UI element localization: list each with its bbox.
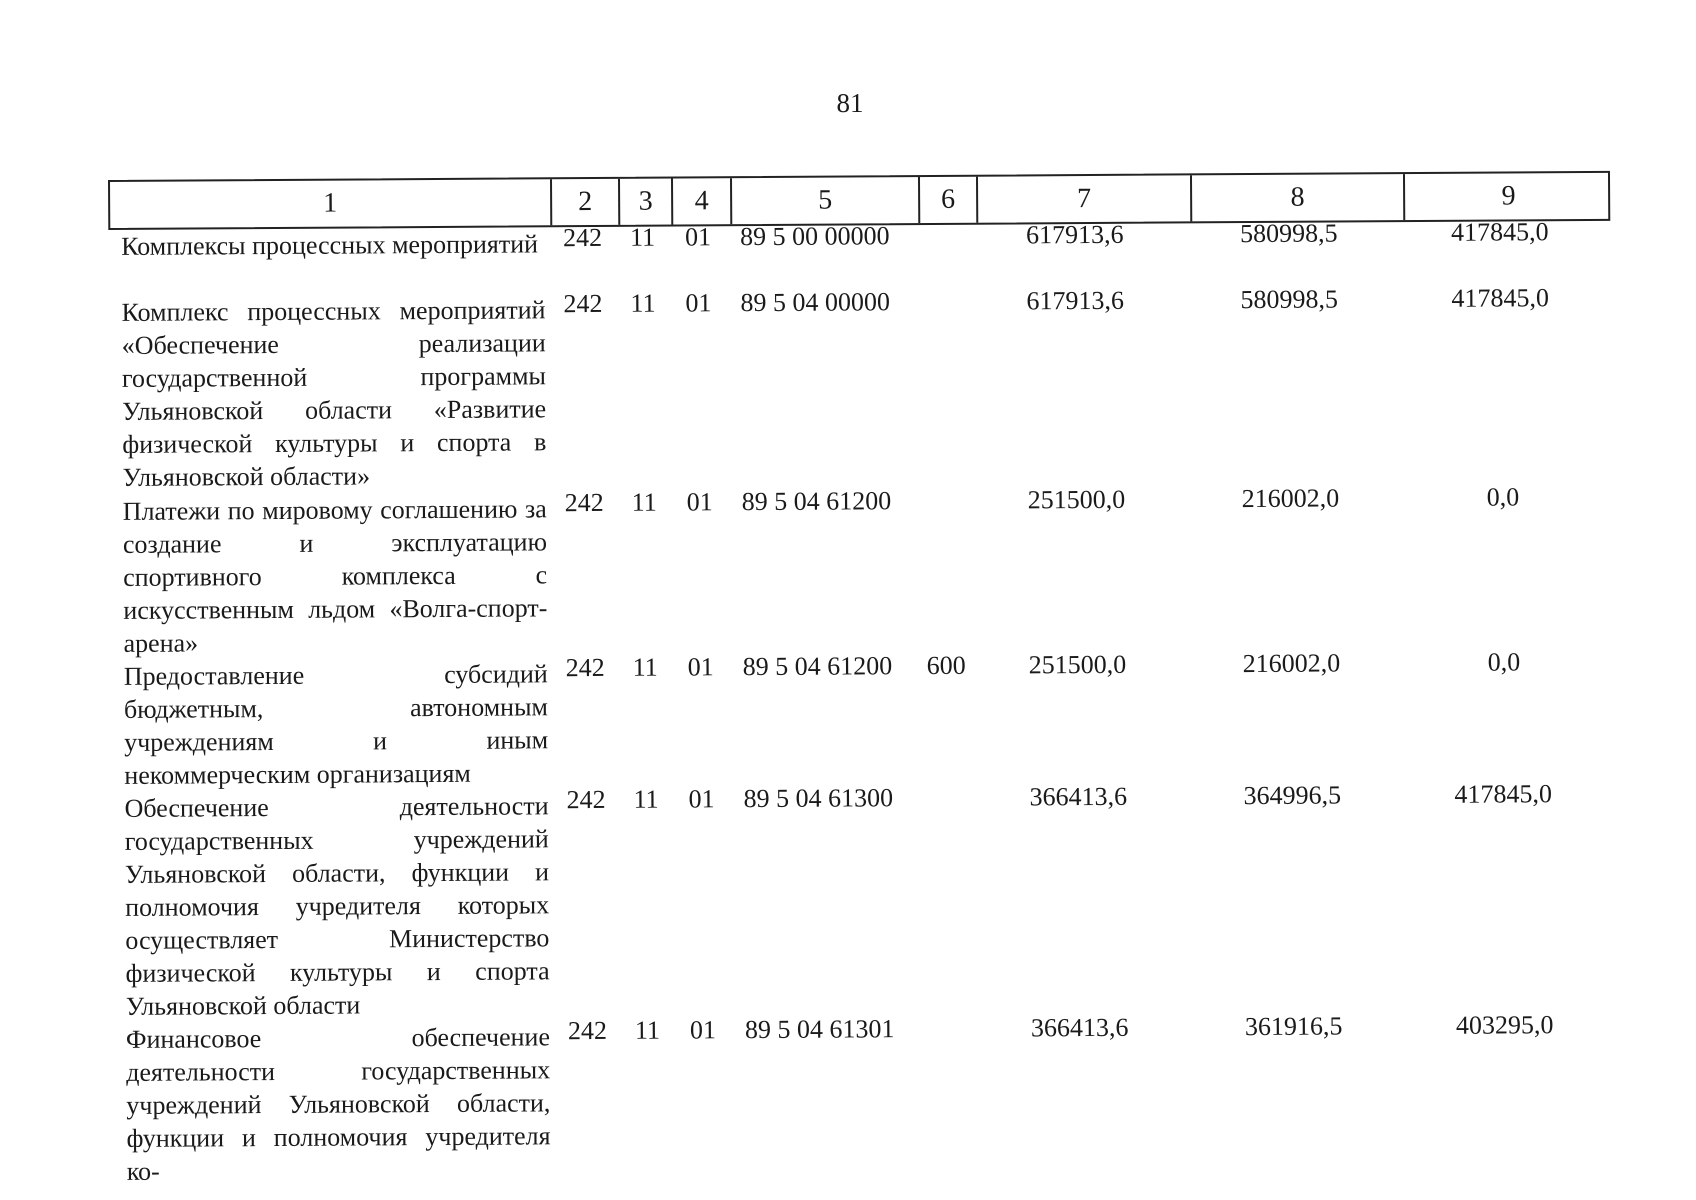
row-name: Комплексы процессных мероприятий (121, 229, 539, 261)
cell-col-9: 417845,0 (1450, 217, 1549, 247)
cell-col-7: 251500,0 (1028, 649, 1127, 680)
cell-col-8: 216002,0 (1241, 483, 1340, 514)
header-col-7: 7 (976, 175, 1190, 222)
header-col-2: 2 (550, 179, 618, 225)
header-col-3: 3 (618, 179, 671, 225)
header-col-9: 9 (1403, 173, 1612, 220)
cell-col-4: 01 (689, 1015, 717, 1045)
header-col-8: 8 (1190, 174, 1403, 221)
cell-col-6: 600 (926, 650, 966, 681)
cell-col-8: 580998,5 (1240, 284, 1339, 315)
cell-col-9: 417845,0 (1451, 283, 1550, 313)
cell-col-9: 417845,0 (1454, 779, 1553, 809)
cell-col-5: 89 5 04 61200 (742, 651, 893, 682)
cell-col-7: 617913,6 (1026, 285, 1125, 316)
cell-col-3: 11 (634, 1015, 661, 1045)
row-name: Платежи по мировому соглашению за создание и эксплуатацию спортивного комплекса с искусственным льдом «Волга-спорт-арена» (122, 494, 548, 658)
cell-col-5: 89 5 04 61200 (741, 486, 892, 517)
cell-col-5: 89 5 04 00000 (740, 287, 891, 318)
cell-col-8: 580998,5 (1239, 218, 1338, 249)
cell-col-4: 01 (685, 288, 712, 318)
row-name: Предоставление субсидий бюджетным, автономным учреждениям и иным некоммерческим организациям (123, 659, 549, 790)
cell-col-4: 01 (686, 487, 713, 517)
cell-col-4: 01 (685, 222, 712, 252)
cell-col-9: 0,0 (1487, 647, 1521, 677)
cell-col-7: 617913,6 (1025, 219, 1124, 250)
cell-col-4: 01 (688, 784, 715, 814)
cell-col-8: 361916,5 (1244, 1011, 1343, 1042)
header-col-1: 1 (323, 187, 338, 219)
cell-col-5: 89 5 04 61300 (743, 783, 894, 814)
cell-col-5: 89 5 04 61301 (744, 1014, 895, 1045)
cell-col-3: 11 (631, 487, 657, 517)
cell-col-3: 11 (632, 652, 658, 682)
cell-col-2: 242 (567, 1015, 608, 1046)
cell-col-3: 11 (630, 222, 656, 252)
cell-col-3: 11 (630, 288, 656, 318)
cell-col-2: 242 (566, 784, 606, 815)
cell-col-7: 366413,6 (1029, 781, 1128, 812)
cell-col-4: 01 (687, 652, 714, 682)
cell-col-2: 242 (563, 288, 603, 319)
row-name: Финансовое обеспечение деятельности государственных учреждений Ульяновской области, функции и полномочия учредителя ко- (125, 1022, 551, 1186)
cell-col-2: 242 (565, 652, 605, 683)
header-col-5: 5 (730, 177, 918, 224)
page-number: 81 (836, 88, 864, 118)
row-name: Обеспечение деятельности государственных учреждений Ульяновской области, функции и полномочия учредителя которых осуществляет Министерство физической культуры и спорта Ульяновской области (124, 791, 550, 1021)
cell-col-2: 242 (563, 222, 603, 253)
cell-col-7: 251500,0 (1027, 484, 1126, 515)
header-col-4: 4 (671, 178, 730, 224)
cell-col-2: 242 (564, 487, 604, 518)
cell-col-7: 366413,6 (1030, 1012, 1129, 1043)
cell-col-8: 364996,5 (1243, 780, 1342, 811)
cell-col-8: 216002,0 (1242, 648, 1341, 679)
header-col-6: 6 (918, 177, 976, 223)
row-name: Комплекс процессных мероприятий «Обеспечение реализации государственной программы Ульяновской области «Развитие физической культуры и спорта в Ульяновской области» (121, 295, 547, 492)
cell-col-9: 403295,0 (1455, 1010, 1554, 1040)
cell-col-9: 0,0 (1486, 482, 1520, 512)
table-row (0, 280, 1696, 492)
cell-col-5: 89 5 00 00000 (740, 221, 890, 252)
cell-col-3: 11 (633, 784, 659, 814)
